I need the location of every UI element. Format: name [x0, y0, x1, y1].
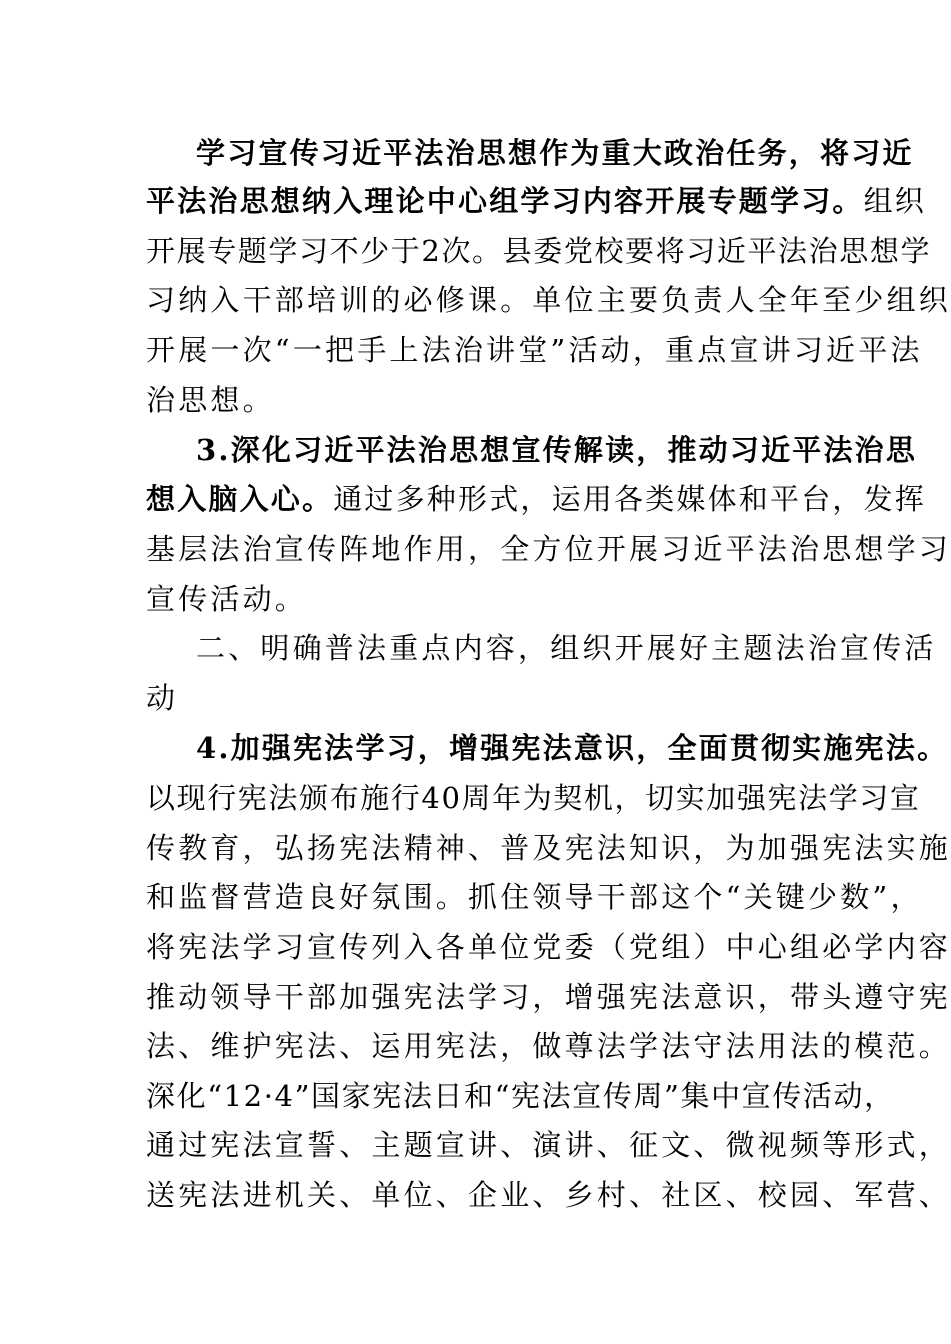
body-text: 组织	[863, 184, 927, 218]
body-text: 通过多种形式，运用各类媒体和平台，发挥	[333, 482, 927, 516]
text-line	[146, 532, 951, 566]
text-line	[146, 1128, 951, 1162]
bold-text: 想入脑入心。	[146, 482, 334, 516]
text-line	[146, 482, 927, 516]
section-heading-4	[196, 731, 949, 765]
body-text: 基层法治宣传阵地作用，全方位开展习近平法治思想学习	[146, 532, 951, 566]
text-line	[146, 234, 932, 268]
body-text: 和监督营造良好氛围。抓住领导干部这个“关键少数”，	[146, 880, 923, 914]
body-text: 法、维护宪法、运用宪法，做尊法学法守法用法的模范。	[146, 1029, 951, 1063]
body-text: 送宪法进机关、单位、企业、乡村、社区、校园、军营、	[146, 1178, 951, 1212]
section-heading-3	[196, 433, 918, 467]
body-text: 开展一次“一把手上法治讲堂”活动，重点宣讲习近平法	[146, 333, 923, 367]
body-text: 以现行宪法颁布施行40周年为契机，切实加强宪法学习宣	[146, 781, 921, 815]
body-text: 通过宪法宣誓、主题宣讲、演讲、征文、微视频等形式，	[146, 1128, 951, 1162]
text-line	[146, 333, 923, 367]
body-text: 宣传活动。	[146, 582, 308, 616]
bold-text: 4.加强宪法学习，增强宪法意识，全面贯彻实施宪法。	[196, 731, 949, 765]
body-text: 治思想。	[146, 383, 275, 417]
text-line	[146, 184, 927, 218]
text-line	[146, 582, 826, 616]
heading-text: 动	[146, 681, 179, 715]
body-text: 推动领导干部加强宪法学习，增强宪法意识，带头遵守宪	[146, 980, 951, 1014]
bold-text: 平法治思想纳入理论中心组学习内容开展专题学习。	[146, 184, 864, 218]
text-line	[146, 283, 951, 317]
text-line	[146, 880, 923, 914]
text-line	[146, 383, 826, 417]
text-line	[146, 831, 951, 865]
bold-text: 学习宣传习近平法治思想作为重大政治任务，将习近	[196, 136, 914, 170]
bold-text: 3.深化习近平法治思想宣传解读，推动习近平法治思	[196, 433, 918, 467]
text-line	[146, 980, 951, 1014]
text-line	[146, 1178, 951, 1212]
body-text: 深化“12·4”国家宪法日和“宪法宣传周”集中宣传活动，	[146, 1079, 895, 1113]
body-text: 习纳入干部培训的必修课。单位主要负责人全年至少组织	[146, 283, 951, 317]
body-text: 开展专题学习不少于2次。县委党校要将习近平法治思想学	[146, 234, 932, 268]
text-line	[146, 1029, 951, 1063]
text-line	[146, 681, 826, 715]
section-heading-2	[196, 631, 937, 665]
text-line	[146, 781, 921, 815]
body-text: 传教育，弘扬宪法精神、普及宪法知识，为加强宪法实施	[146, 831, 951, 865]
text-line	[146, 1079, 895, 1113]
text-line	[196, 136, 914, 170]
heading-text: 二、明确普法重点内容，组织开展好主题法治宣传活	[196, 631, 937, 665]
body-text: 将宪法学习宣传列入各单位党委（党组）中心组必学内容	[146, 930, 951, 964]
text-line	[146, 930, 951, 964]
